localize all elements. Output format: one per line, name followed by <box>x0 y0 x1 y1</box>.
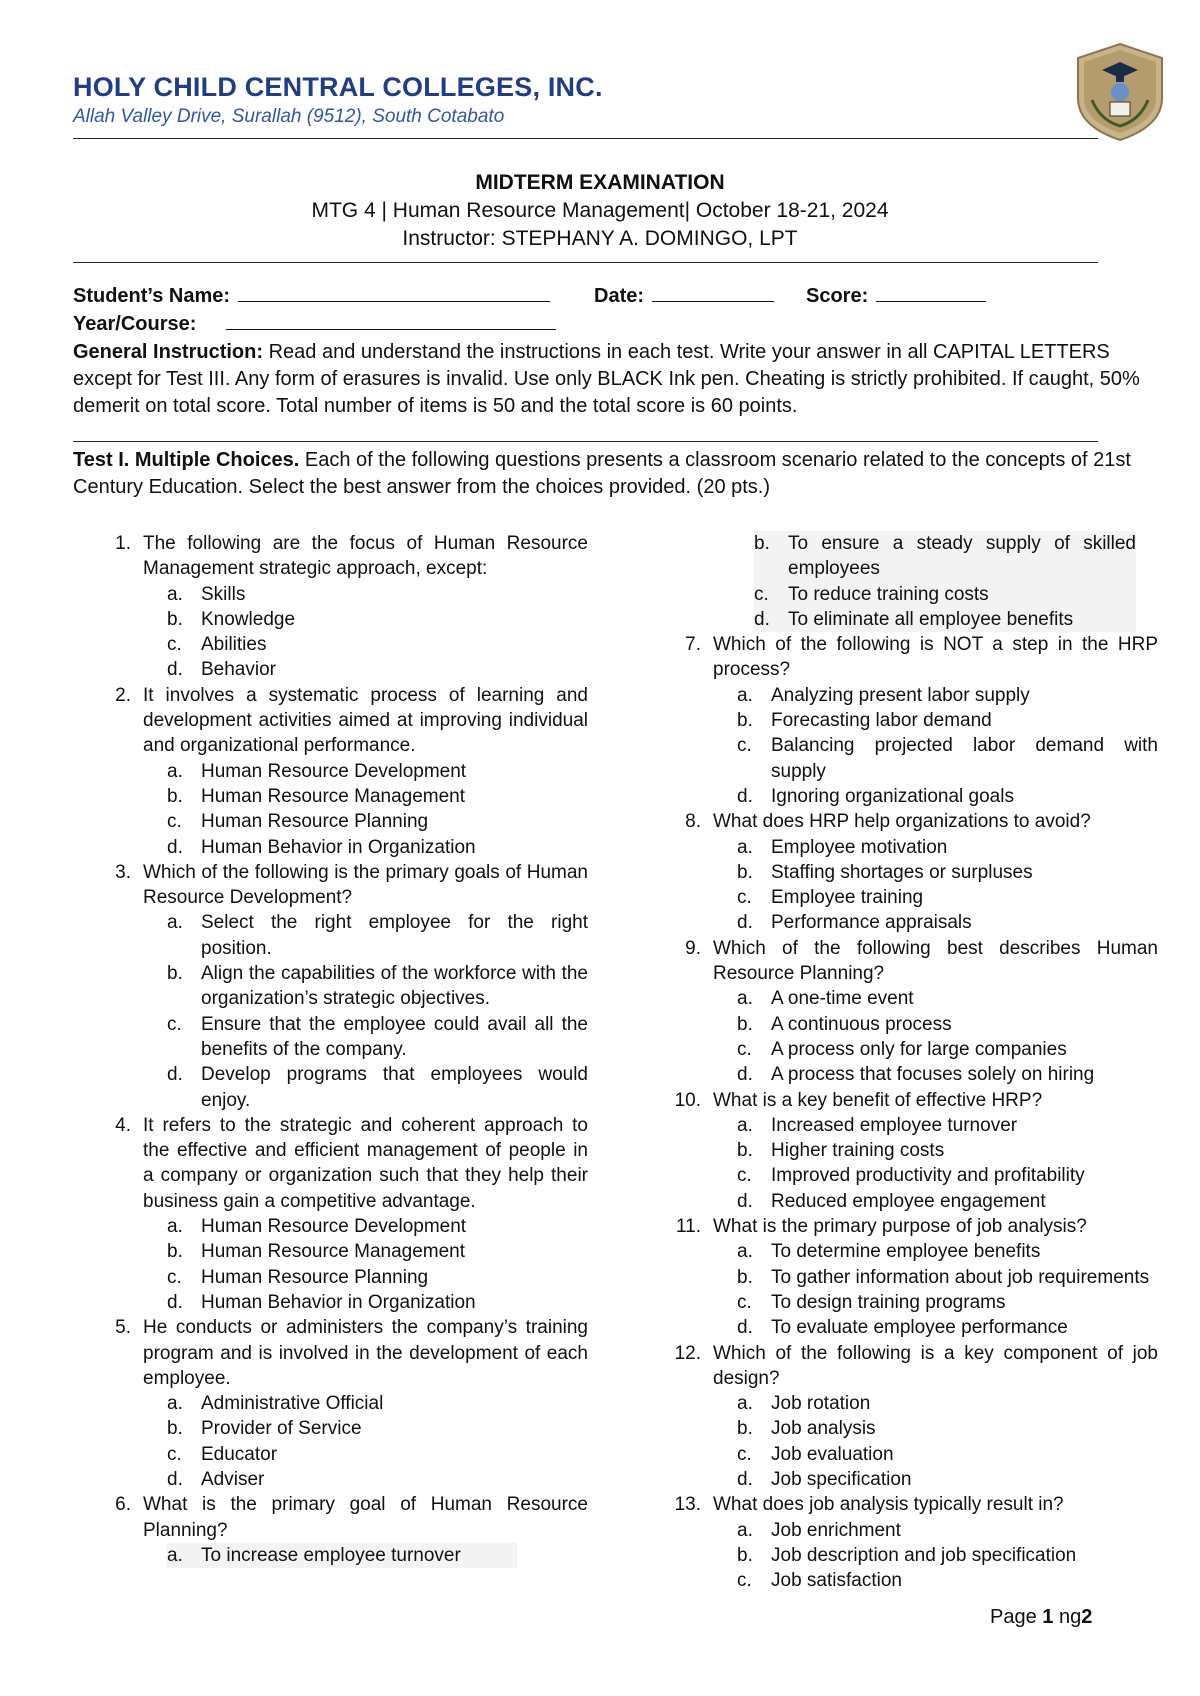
question-number: 6. <box>115 1494 131 1516</box>
question-text: The following are the focus of Human Resource Management strategic approach, except: <box>143 533 588 580</box>
option-text: Human Resource Management <box>201 785 466 807</box>
answer-option <box>737 1037 1158 1062</box>
option-text: Provider of Service <box>201 1418 362 1440</box>
question-text: Which of the following is the primary goals of Human Resource Development? <box>143 861 588 909</box>
option-letter: a. <box>737 836 753 858</box>
question-item <box>670 1214 1158 1340</box>
option-text: To increase employee turnover <box>201 1544 461 1566</box>
year-course-blank[interactable] <box>226 311 556 330</box>
question-item <box>670 632 1158 809</box>
exam-instructor: Instructor: STEPHANY A. DOMINGO, LPT <box>402 227 798 250</box>
student-name-blank[interactable] <box>238 283 550 302</box>
answer-option <box>737 885 1158 910</box>
school-name: HOLY CHILD CENTRAL COLLEGES, INC. <box>73 72 603 102</box>
answer-option <box>737 1012 1158 1037</box>
option-text: To ensure a steady supply of skilled employees <box>788 533 1136 580</box>
answer-option <box>737 1265 1158 1290</box>
question-stem <box>100 1492 588 1543</box>
question-stem <box>670 1214 1158 1239</box>
option-text: Balancing projected labor demand with supply <box>771 735 1158 782</box>
option-text: Improved productivity and profitability <box>771 1165 1085 1187</box>
option-letter: b. <box>737 1544 753 1566</box>
question-number: 1. <box>115 533 131 554</box>
question-number: 11. <box>675 1216 701 1238</box>
question-stem <box>670 1088 1158 1113</box>
option-letter: c. <box>167 811 182 833</box>
score-field[interactable] <box>806 283 986 308</box>
option-text: To evaluate employee performance <box>771 1317 1068 1339</box>
option-text: To reduce training costs <box>788 583 989 605</box>
answer-option <box>754 607 1136 632</box>
page-footer <box>990 1606 1092 1629</box>
question-text: Which of the following is NOT a step in the HRP process? <box>713 634 1158 681</box>
question-item <box>100 1492 588 1568</box>
option-text: Forecasting labor demand <box>771 710 992 732</box>
option-letter: b. <box>737 1013 753 1035</box>
question-item <box>670 936 1158 1088</box>
general-instruction-label: General Instruction: <box>73 341 264 363</box>
answer-option <box>737 860 1158 885</box>
title-divider <box>73 262 1098 263</box>
answer-option <box>737 708 1158 733</box>
question-stem <box>670 1492 1158 1517</box>
answer-option <box>167 910 588 961</box>
option-text: Human Behavior in Organization <box>201 1291 476 1313</box>
answer-option <box>167 1416 588 1441</box>
option-text: Job description and job specification <box>771 1544 1077 1566</box>
option-letter: c. <box>754 583 769 605</box>
question-text: What is the primary purpose of job analysis? <box>713 1216 1087 1238</box>
answer-option <box>737 1239 1158 1264</box>
question-text: What does HRP help organizations to avoid? <box>713 811 1091 833</box>
question-number: 2. <box>115 684 131 706</box>
option-text: Performance appraisals <box>771 912 972 934</box>
question-item <box>100 860 588 1113</box>
option-letter: d. <box>167 1468 183 1490</box>
option-text: To eliminate all employee benefits <box>788 608 1074 630</box>
answer-option <box>167 1012 588 1063</box>
option-text: Human Behavior in Organization <box>201 836 476 858</box>
question-text: What is a key benefit of effective HRP? <box>713 1089 1043 1111</box>
question-text: Which of the following is a key component of job design? <box>713 1342 1158 1389</box>
option-text: Analyzing present labor supply <box>771 684 1030 706</box>
option-text: Administrative Official <box>201 1393 384 1415</box>
option-text: Skills <box>201 583 246 605</box>
answer-option <box>737 683 1158 708</box>
option-letter: a. <box>167 760 183 782</box>
question-text: He conducts or administers the company’s training program and is involved in the development of each employee. <box>143 1317 588 1389</box>
instruction-divider <box>73 441 1098 442</box>
question-stem <box>100 1113 588 1214</box>
option-text: A process only for large companies <box>771 1038 1067 1060</box>
student-name-label: Student’s Name: <box>73 285 231 307</box>
answer-option <box>167 632 588 657</box>
question-text: What is the primary goal of Human Resource Planning? <box>143 1494 588 1541</box>
option-letter: a. <box>737 1393 753 1415</box>
option-letter: d. <box>167 1291 183 1313</box>
option-letter: a. <box>737 1114 753 1136</box>
option-text: To gather information about job requirements <box>771 1266 1150 1288</box>
question-item <box>670 1341 1158 1493</box>
option-letter: b. <box>737 710 753 732</box>
option-text: Human Resource Management <box>201 1241 466 1263</box>
answer-option <box>167 1391 588 1416</box>
question-number: 3. <box>115 861 131 883</box>
question-item <box>670 809 1158 935</box>
option-text: Develop programs that employees would enjoy. <box>201 1064 588 1111</box>
option-letter: a. <box>167 912 183 934</box>
question-stem <box>670 632 1158 683</box>
answer-option <box>167 961 588 1012</box>
question-text: It involves a systematic process of learning and development activities aimed at improving individual and organizational performance. <box>143 684 588 757</box>
option-text: Job satisfaction <box>771 1570 902 1592</box>
question-item <box>670 1492 1158 1593</box>
answer-option <box>737 910 1158 935</box>
option-letter: a. <box>737 684 753 706</box>
question-number: 12. <box>674 1342 701 1364</box>
answer-option <box>167 809 588 834</box>
year-course-field[interactable] <box>73 311 556 336</box>
school-address: Allah Valley Drive, Surallah (9512), South Cotabato <box>73 106 505 127</box>
questions-right-column <box>670 531 1158 1593</box>
question-number: 5. <box>115 1317 131 1339</box>
option-letter: d. <box>737 785 753 807</box>
option-text: Employee training <box>771 887 924 909</box>
answer-option <box>167 1214 588 1239</box>
answer-option <box>737 1568 1158 1593</box>
option-letter: a. <box>737 988 753 1010</box>
option-letter: b. <box>167 608 183 630</box>
school-logo-icon <box>1070 40 1170 144</box>
question-number: 7. <box>685 634 701 656</box>
question-number: 9. <box>685 937 701 959</box>
answer-option <box>737 1543 1158 1568</box>
general-instruction-text: Read and understand the instructions in each test. Write your answer in all CAPITAL LETTERS except for Test III. Any form of erasures is invalid. Use only BLACK Ink pen. Cheating is strictly prohibited. If caught, 50% demerit on total score. Total number of items is 50 and the total score is 60 points. <box>73 341 1140 417</box>
answer-option <box>167 1062 588 1113</box>
option-letter: d. <box>754 608 770 630</box>
question-stem <box>670 809 1158 834</box>
option-text: Job specification <box>771 1468 912 1490</box>
question-number: 8. <box>685 811 701 833</box>
option-text: Abilities <box>201 634 267 656</box>
answer-option <box>167 582 588 607</box>
exam-title: MIDTERM EXAMINATION <box>475 171 725 194</box>
option-letter: d. <box>167 1064 183 1086</box>
option-text: Human Resource Planning <box>201 811 429 833</box>
question-number: 10. <box>674 1089 701 1111</box>
option-letter: a. <box>167 1544 183 1566</box>
answer-option <box>167 1239 588 1264</box>
question-item <box>100 1315 588 1492</box>
option-text: A one-time event <box>771 988 914 1010</box>
answer-option <box>737 1442 1158 1467</box>
option-text: To design training programs <box>771 1291 1006 1313</box>
answer-option <box>737 1113 1158 1138</box>
option-text: Behavior <box>201 659 276 681</box>
header-divider <box>73 138 1098 139</box>
option-letter: a. <box>737 1519 753 1541</box>
answer-option <box>754 531 1136 582</box>
option-letter: b. <box>737 861 753 883</box>
option-text: Job enrichment <box>771 1519 901 1541</box>
option-text: A process that focuses solely on hiring <box>771 1064 1095 1086</box>
option-letter: c. <box>737 887 752 909</box>
option-letter: b. <box>737 1418 753 1440</box>
option-text: To determine employee benefits <box>771 1241 1041 1263</box>
answer-option <box>737 1163 1158 1188</box>
option-letter: b. <box>167 963 183 985</box>
option-letter: b. <box>737 1266 753 1288</box>
answer-option <box>737 1467 1158 1492</box>
option-letter: d. <box>737 1064 753 1086</box>
answer-option <box>167 607 588 632</box>
answer-option <box>737 784 1158 809</box>
option-letter: b. <box>167 1418 183 1440</box>
option-letter: c. <box>737 1570 752 1592</box>
option-text: Adviser <box>201 1468 265 1490</box>
answer-option <box>167 835 588 860</box>
answer-option <box>167 1265 588 1290</box>
option-letter: c. <box>167 1443 182 1465</box>
question-text: What does job analysis typically result in? <box>713 1494 1064 1516</box>
option-text: Ignoring organizational goals <box>771 785 1014 807</box>
answer-option <box>737 1416 1158 1441</box>
question-text: Which of the following best describes Human Resource Planning? <box>713 937 1158 985</box>
question-item <box>670 1088 1158 1214</box>
continued-options <box>754 531 1136 632</box>
option-letter: b. <box>167 785 183 807</box>
option-letter: c. <box>167 1266 182 1288</box>
option-text: Higher training costs <box>771 1140 945 1162</box>
answer-option <box>737 733 1158 784</box>
question-item <box>100 683 588 860</box>
question-stem <box>100 531 588 582</box>
general-instruction <box>73 339 1159 420</box>
option-letter: d. <box>737 912 753 934</box>
answer-option <box>167 1543 517 1568</box>
option-text: Educator <box>201 1443 278 1465</box>
score-label: Score: <box>806 285 869 307</box>
option-letter: b. <box>754 533 770 554</box>
option-text: A continuous process <box>771 1013 952 1035</box>
exam-subtitle: MTG 4 | Human Resource Management| October 18-21, 2024 <box>311 199 889 222</box>
question-number: 4. <box>115 1114 131 1136</box>
question-stem <box>100 1315 588 1391</box>
answer-option <box>737 1062 1158 1087</box>
answer-option <box>167 1442 588 1467</box>
option-letter: a. <box>737 1241 753 1263</box>
option-text: Select the right employee for the right position. <box>201 912 588 959</box>
page-word: Page <box>990 1606 1037 1628</box>
option-text: Job rotation <box>771 1393 871 1415</box>
option-text: Employee motivation <box>771 836 948 858</box>
answer-option <box>754 582 1136 607</box>
option-letter: d. <box>737 1468 753 1490</box>
option-letter: c. <box>737 1038 752 1060</box>
answer-option <box>167 784 588 809</box>
answer-option <box>167 1290 588 1315</box>
total-pages: 2 <box>1081 1606 1093 1628</box>
option-letter: a. <box>167 1393 183 1415</box>
question-item <box>100 531 588 683</box>
student-name-field[interactable] <box>73 283 550 308</box>
test1-label: Test I. Multiple Choices. <box>73 449 300 471</box>
date-blank[interactable] <box>652 283 774 302</box>
questions-left-column <box>100 531 588 1568</box>
answer-option <box>167 657 588 682</box>
option-text: Knowledge <box>201 608 296 630</box>
option-letter: b. <box>167 1241 183 1263</box>
answer-option <box>167 759 588 784</box>
option-letter: c. <box>737 1291 752 1313</box>
option-letter: b. <box>737 1140 753 1162</box>
option-text: Staffing shortages or surpluses <box>771 861 1033 883</box>
question-text: It refers to the strategic and coherent approach to the effective and efficient management of people in a company or organization such that they help their business gain a competitive advantage. <box>143 1114 588 1212</box>
answer-option <box>737 835 1158 860</box>
answer-option <box>737 1315 1158 1340</box>
question-stem <box>100 860 588 911</box>
answer-option <box>737 1290 1158 1315</box>
question-item <box>100 1113 588 1315</box>
date-field[interactable] <box>594 283 774 308</box>
question-stem <box>670 1341 1158 1392</box>
question-stem <box>100 683 588 759</box>
option-text: Human Resource Development <box>201 760 467 782</box>
answer-option <box>737 1518 1158 1543</box>
option-letter: c. <box>737 1165 752 1187</box>
of-word: ng <box>1058 1606 1082 1628</box>
option-text: Human Resource Development <box>201 1216 467 1238</box>
option-letter: d. <box>167 836 183 858</box>
option-letter: a. <box>167 583 183 605</box>
option-letter: d. <box>737 1190 753 1212</box>
year-course-label: Year/Course: <box>73 313 197 335</box>
option-letter: c. <box>737 735 752 757</box>
page-number: 1 <box>1042 1606 1054 1628</box>
test1-text: Each of the following questions presents a classroom scenario related to the concepts of 21st Century Education. Select the best answer from the choices provided. (20 pts.) <box>73 449 1131 498</box>
option-text: Human Resource Planning <box>201 1266 429 1288</box>
score-blank[interactable] <box>876 283 986 302</box>
option-text: Align the capabilities of the workforce with the organization’s strategic objectives. <box>201 963 588 1010</box>
test1-instruction <box>73 447 1159 501</box>
question-number: 13. <box>674 1494 701 1516</box>
option-text: Reduced employee engagement <box>771 1190 1046 1212</box>
option-letter: d. <box>167 659 183 681</box>
option-text: Ensure that the employee could avail all the benefits of the company. <box>201 1013 588 1060</box>
option-letter: c. <box>167 634 182 656</box>
option-text: Job analysis <box>771 1418 876 1440</box>
option-letter: c. <box>167 1013 182 1035</box>
answer-option <box>737 1189 1158 1214</box>
right-question-list <box>670 632 1158 1593</box>
question-stem <box>670 936 1158 987</box>
option-letter: c. <box>737 1443 752 1465</box>
answer-option <box>737 986 1158 1011</box>
option-text: Increased employee turnover <box>771 1114 1018 1136</box>
option-text: Job evaluation <box>771 1443 894 1465</box>
answer-option <box>737 1138 1158 1163</box>
answer-option <box>737 1391 1158 1416</box>
option-letter: a. <box>167 1216 183 1238</box>
option-letter: d. <box>737 1317 753 1339</box>
date-label: Date: <box>594 285 645 307</box>
answer-option <box>167 1467 588 1492</box>
